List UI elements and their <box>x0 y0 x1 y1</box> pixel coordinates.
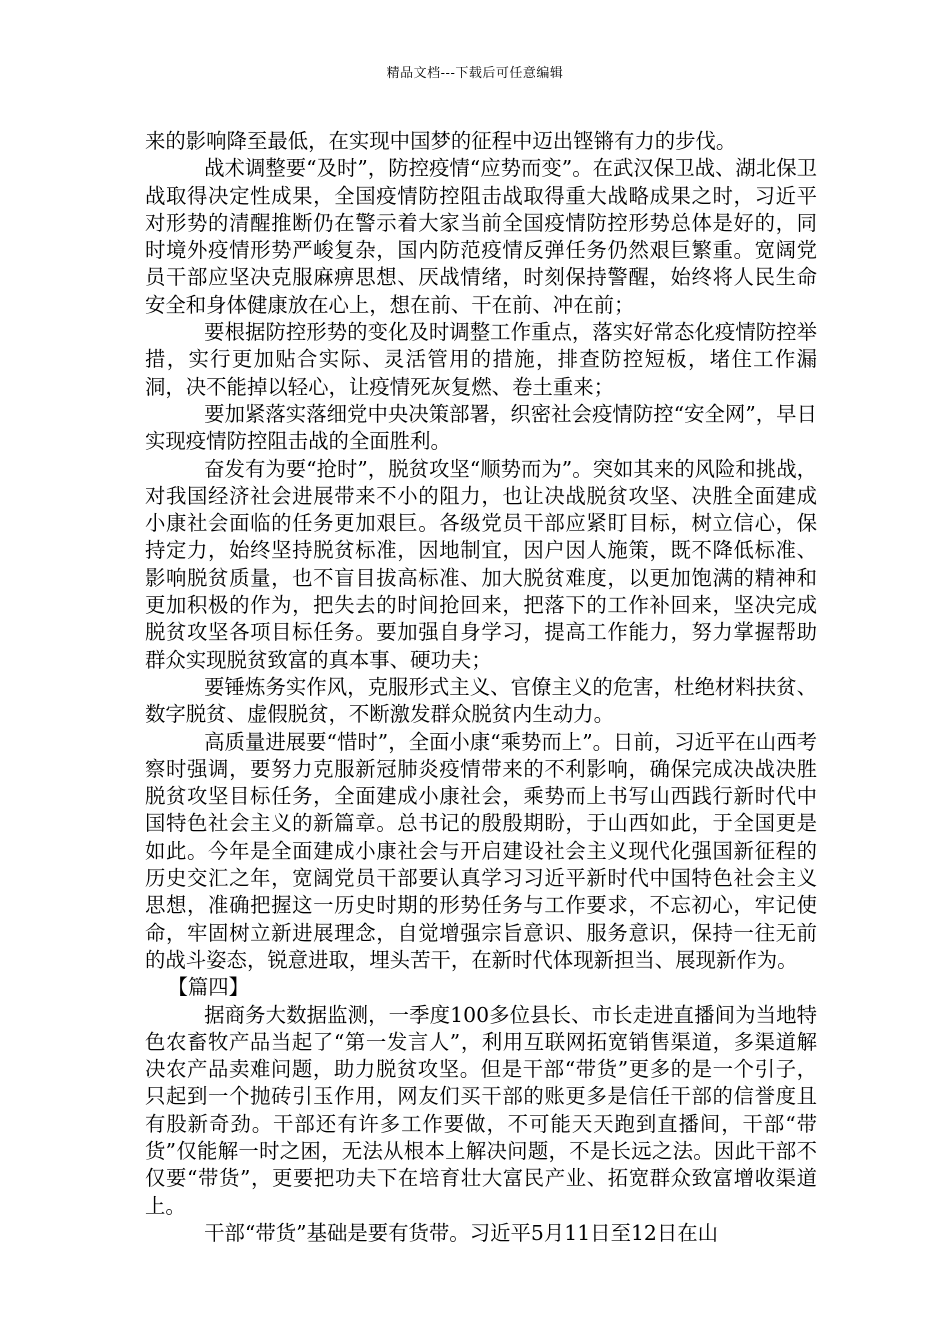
paragraph-epidemic-adjustment: 战术调整要“及时”，防控疫情“应势而变”。在武汉保卫战、湖北保卫战取得决定性成果，全国疫情防控阻击战取得重大战略成果之时，习近平对形势的清醒推断仍在警示着大家当前全国疫情防控形势总体是好的，同时境外疫情形势严峻复杂，国内防范疫情反弹任务仍然艰巨繁重。宽阔党员干部应坚决克服麻痹思想、厌战情绪，时刻保持警醒，始终将人民生命安全和身体健康放在心上，想在前、干在前、冲在前； <box>145 156 817 317</box>
page-header-note: 精品文档---下载后可任意编辑 <box>386 66 564 81</box>
document-body <box>145 128 817 1247</box>
paragraph-high-quality-development: 高质量进展要“惜时”，全面小康“乘势而上”。日前，习近平在山西考察时强调，要努力克服新冠肺炎疫情带来的不利影响，确保完成决战决胜脱贫攻坚目标任务，全面建成小康社会，乘势而上书写山西践行新时代中国特色社会主义的新篇章。总书记的殷殷期盼，于山西如此，于全国更是如此。今年是全面建成小康社会与开启建设社会主义现代化强国新征程的历史交汇之年，宽阔党员干部要认真学习习近平新时代中国特色社会主义思想，准确把握这一历史时期的形势任务与工作要求，不忘初心，牢记使命，牢固树立新进展理念，自觉增强宗旨意识、服务意识，保持一往无前的战斗姿态，锐意进取，埋头苦干，在新时代体现新担当、展现新作为。 <box>145 729 817 972</box>
paragraph-safety-net: 要加紧落实落细党中央决策部署，织密社会疫情防控“安全网”，早日实现疫情防控阻击战的全面胜利。 <box>145 401 817 454</box>
paragraph-cadre-goods: 干部“带货”基础是要有货带。习近平5月11日至12日在山 <box>204 1220 719 1245</box>
paragraph-livestream-sales: 据商务大数据监测，一季度100多位县长、市长走进直播间为当地特色农畜牧产品当起了“第一发言人”，利用互联网拓宽销售渠道，多渠道解决农产品卖难问题，助力脱贫攻坚。但是干部“带货”更多的是一个引子，只起到一个抛砖引玉作用，网友们买干部的账更多是信任干部的信誉度且有股新奇劲。干部还有许多工作要做，不可能天天跑到直播间，干部“带货”仅能解一时之困，无法从根本上解决问题，不是长远之法。因此干部不仅要“带货”，更要把功夫下在培育壮大富民产业、拓宽群众致富增收渠道上。 <box>145 1002 817 1218</box>
paragraph-work-style: 要锤炼务实作风，克服形式主义、官僚主义的危害，杜绝材料扶贫、数字脱贫、虚假脱贫，不断激发群众脱贫内生动力。 <box>145 674 817 727</box>
paragraph-poverty-alleviation: 奋发有为要“抢时”，脱贫攻坚“顺势而为”。突如其来的风险和挑战，对我国经济社会进展带来不小的阻力，也让决战脱贫攻坚、决胜全面建成小康社会面临的任务更加艰巨。各级党员干部应紧盯目标，树立信心，保持定力，始终坚持脱贫标准，因地制宜，因户因人施策，既不降低标准、影响脱贫质量，也不盲目拔高标准、加大脱贫难度，以更加饱满的精神和更加积极的作为，把失去的时间抢回来，把落下的工作补回来，坚决完成脱贫攻坚各项目标任务。要加强自身学习，提高工作能力，努力掌握帮助群众实现脱贫致富的真本事、硬功夫； <box>145 456 817 672</box>
paragraph-adjust-focus: 要根据防控形势的变化及时调整工作重点，落实好常态化疫情防控举措，实行更加贴合实际、灵活管用的措施，排查防控短板，堵住工作漏洞，决不能掉以轻心，让疫情死灰复燃、卷土重来； <box>145 320 817 399</box>
paragraph-continued: 来的影响降至最低，在实现中国梦的征程中迈出铿锵有力的步伐。 <box>145 129 737 153</box>
section-label: 【篇四】 <box>167 975 249 1000</box>
